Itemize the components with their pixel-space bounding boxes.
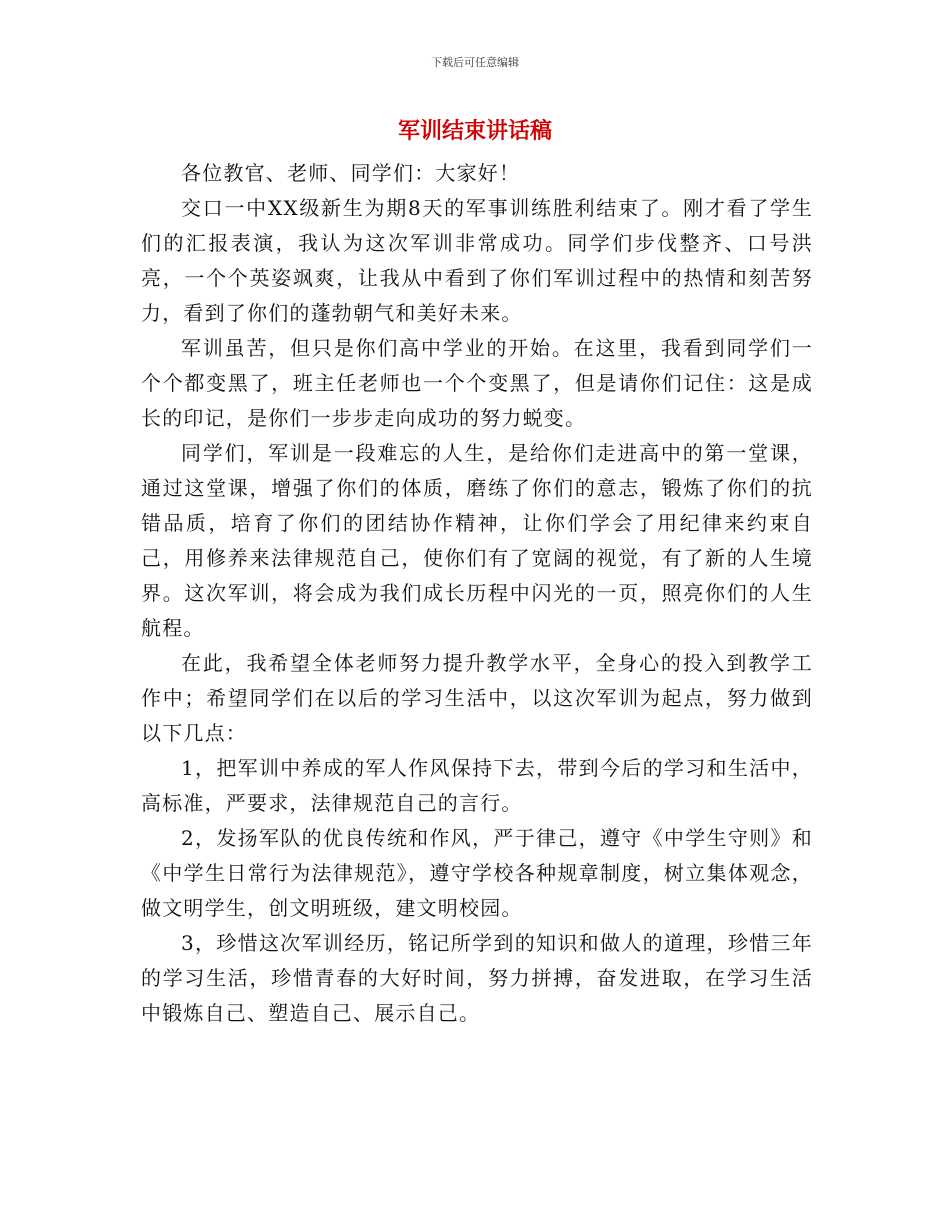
paragraph-meaning: 同学们，军训是一段难忘的人生，是给你们走进高中的第一堂课，通过这堂课，增强了你们的体质，磨练了你们的意志，锻炼了你们的抗错品质，培育了你们的团结协作精神，让你们学会了用纪律来约束自己，用修养来法律规范自己，使你们有了宽阔的视觉，有了新的人生境界。这次军训，将会成为我们成长历程中闪光的一页，照亮你们的人生航程。: [141, 441, 813, 640]
paragraph-hardship: 军训虽苦，但只是你们高中学业的开始。在这里，我看到同学们一个个都变黑了，班主任老师也一个个变黑了，但是请你们记住：这是成长的印记，是你们一步步走向成功的努力蜕变。: [141, 336, 813, 430]
paragraph-point-2: 2，发扬军队的优良传统和作风，严于律己，遵守《中学生守则》和《中学生日常行为法律规范》，遵守学校各种规章制度，树立集体观念，做文明学生，创文明班级，建文明校园。: [141, 826, 813, 920]
document-title: 军训结束讲话稿: [397, 119, 552, 144]
header-note: 下载后可任意编辑: [431, 56, 519, 69]
paragraph-point-1: 1，把军训中养成的军人作风保持下去，带到今后的学习和生活中，高标准，严要求，法律规范自己的言行。: [141, 756, 813, 815]
paragraph-hopes: 在此，我希望全体老师努力提升教学水平，全身心的投入到教学工作中；希望同学们在以后的学习生活中，以这次军训为起点，努力做到以下几点：: [141, 651, 813, 745]
paragraph-point-3: 3，珍惜这次军训经历，铭记所学到的知识和做人的道理，珍惜三年的学习生活，珍惜青春的大好时间，努力拼搏，奋发进取，在学习生活中锻炼自己、塑造自己、展示自己。: [141, 931, 813, 1025]
document-body: [141, 156, 813, 1031]
paragraph-greeting: 各位教官、老师、同学们：大家好！: [181, 161, 521, 185]
paragraph-intro: 交口一中XX级新生为期8天的军事训练胜利结束了。刚才看了学生们的汇报表演，我认为这次军训非常成功。同学们步伐整齐、口号洪亮，一个个英姿飒爽，让我从中看到了你们军训过程中的热情和刻苦努力，看到了你们的蓬勃朝气和美好未来。: [141, 196, 813, 325]
